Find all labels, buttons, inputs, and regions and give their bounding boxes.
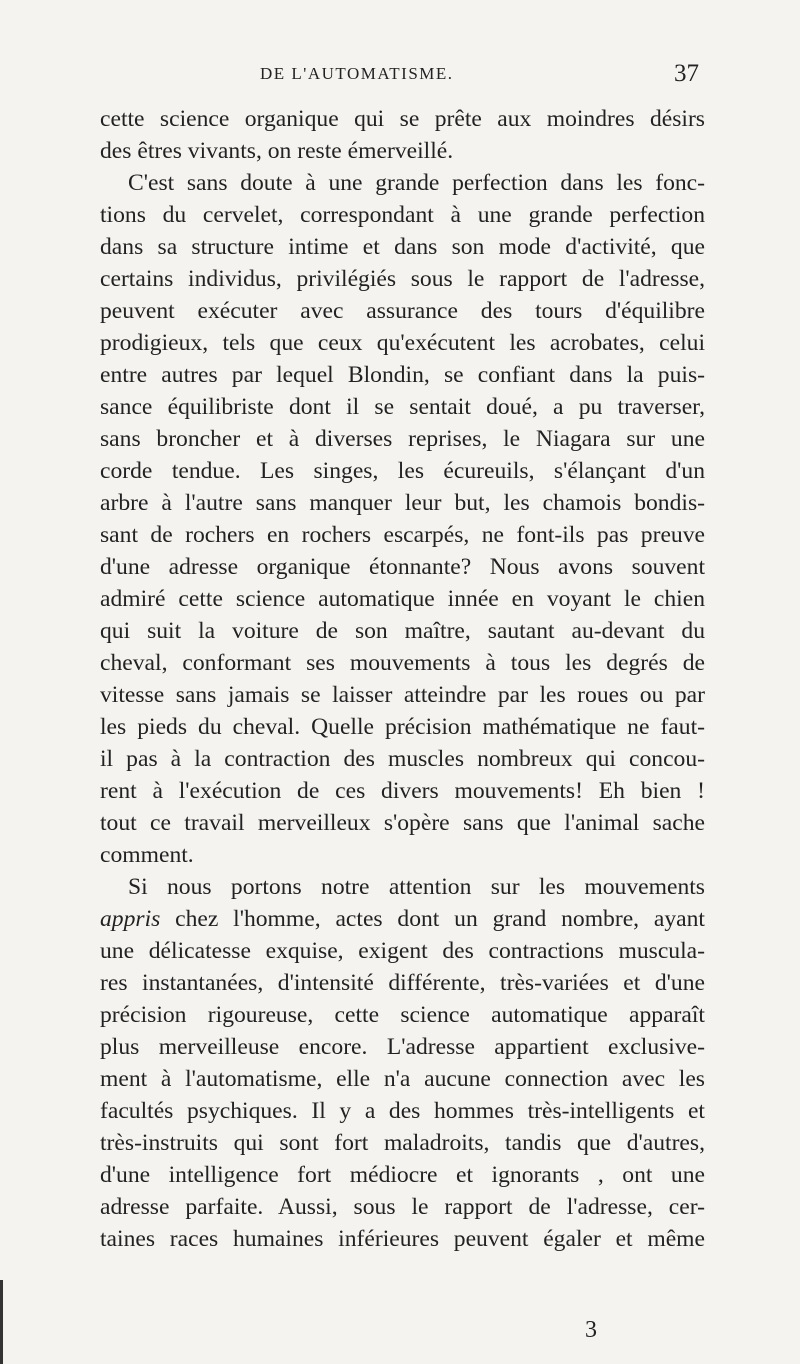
line-text: rent à l'exécution de ces divers mouvements! Eh bien ! [100,778,705,804]
body-text [100,103,705,1255]
signature-mark: 3 [585,1317,597,1343]
text-line [100,1223,705,1255]
italic-text: appris [100,906,161,932]
running-header [100,60,705,90]
line-text: d'une intelligence fort médiocre et ignorants , ont une [100,1162,705,1188]
line-text: adresse parfaite. Aussi, sous le rapport de l'adresse, cer- [100,1194,705,1220]
text-line [100,583,705,615]
text-line [100,551,705,583]
text-line [100,423,705,455]
line-text: d'une adresse organique étonnante? Nous avons souvent [100,554,705,580]
line-text: précision rigoureuse, cette science automatique apparaît [100,1002,705,1028]
line-text: sance équilibriste dont il se sentait doué, a pu traverser, [100,394,705,420]
text-line [100,999,705,1031]
line-text: ment à l'automatisme, elle n'a aucune connection avec les [100,1066,705,1092]
text-line [100,1191,705,1223]
line-text: qui suit la voiture de son maître, sautant au-devant du [100,618,705,644]
line-text: des êtres vivants, on reste émerveillé. [100,138,454,164]
text-line [100,1127,705,1159]
line-text: cheval, conformant ses mouvements à tous les degrés de [100,650,705,676]
text-line [100,807,705,839]
text-line [100,775,705,807]
text-line [100,519,705,551]
line-text: comment. [100,842,194,868]
line-text: tout ce travail merveilleux s'opère sans que l'animal sache [100,810,705,836]
text-line [100,679,705,711]
line-text: tions du cervelet, correspondant à une grande perfection [100,202,705,228]
text-line [100,871,705,903]
text-line [100,935,705,967]
text-line [100,711,705,743]
text-line [100,167,705,199]
text-line [100,231,705,263]
text-line [100,1031,705,1063]
line-text: taines races humaines inférieures peuvent égaler et même [100,1226,705,1252]
text-line [100,295,705,327]
text-line [100,647,705,679]
line-text: vitesse sans jamais se laisser atteindre par les roues ou par [100,682,705,708]
running-title: DE L'AUTOMATISME. [260,64,454,83]
line-text: peuvent exécuter avec assurance des tours d'équilibre [100,298,705,324]
line-text: Si nous portons notre attention sur les mouvements [128,874,705,900]
line-text: admiré cette science automatique innée en voyant le chien [100,586,705,612]
line-text: res instantanées, d'intensité différente, très-variées et d'une [100,970,705,996]
text-line [100,263,705,295]
line-text: C'est sans doute à une grande perfection dans les fonc- [128,170,705,196]
text-line [100,743,705,775]
text-line [100,327,705,359]
line-text: sant de rochers en rochers escarpés, ne font-ils pas preuve [100,522,705,548]
text-line [100,103,705,135]
line-text: prodigieux, tels que ceux qu'exécutent les acrobates, celui [100,330,705,356]
line-text: facultés psychiques. Il y a des hommes très-intelligents et [100,1098,705,1124]
text-line [100,1159,705,1191]
line-text: certains individus, privilégiés sous le rapport de l'adresse, [100,266,705,292]
page-number: 37 [674,60,699,87]
text-line [100,1063,705,1095]
text-line [100,903,705,935]
line-text: entre autres par lequel Blondin, se confiant dans la puis- [100,362,705,388]
line-text: chez l'homme, actes dont un grand nombre, ayant [160,906,705,932]
line-text: corde tendue. Les singes, les écureuils, s'élançant d'un [100,458,705,484]
line-text: dans sa structure intime et dans son mode d'activité, que [100,234,705,260]
line-text: il pas à la contraction des muscles nombreux qui concou- [100,746,705,772]
text-line [100,487,705,519]
line-text: une délicatesse exquise, exigent des contractions muscula- [100,938,705,964]
text-line [100,839,705,871]
line-text: cette science organique qui se prête aux moindres désirs [100,106,705,132]
text-line [100,391,705,423]
line-text: les pieds du cheval. Quelle précision mathématique ne faut- [100,714,705,740]
text-line [100,359,705,391]
text-line [100,135,705,167]
text-line [100,455,705,487]
text-line [100,615,705,647]
text-line [100,1095,705,1127]
text-line [100,967,705,999]
text-line [100,199,705,231]
page-edge-mark [0,1280,3,1364]
line-text: sans broncher et à diverses reprises, le Niagara sur une [100,426,705,452]
line-text: plus merveilleuse encore. L'adresse appartient exclusive- [100,1034,705,1060]
line-text: arbre à l'autre sans manquer leur but, les chamois bondis- [100,490,705,516]
line-text: très-instruits qui sont fort maladroits, tandis que d'autres, [100,1130,705,1156]
